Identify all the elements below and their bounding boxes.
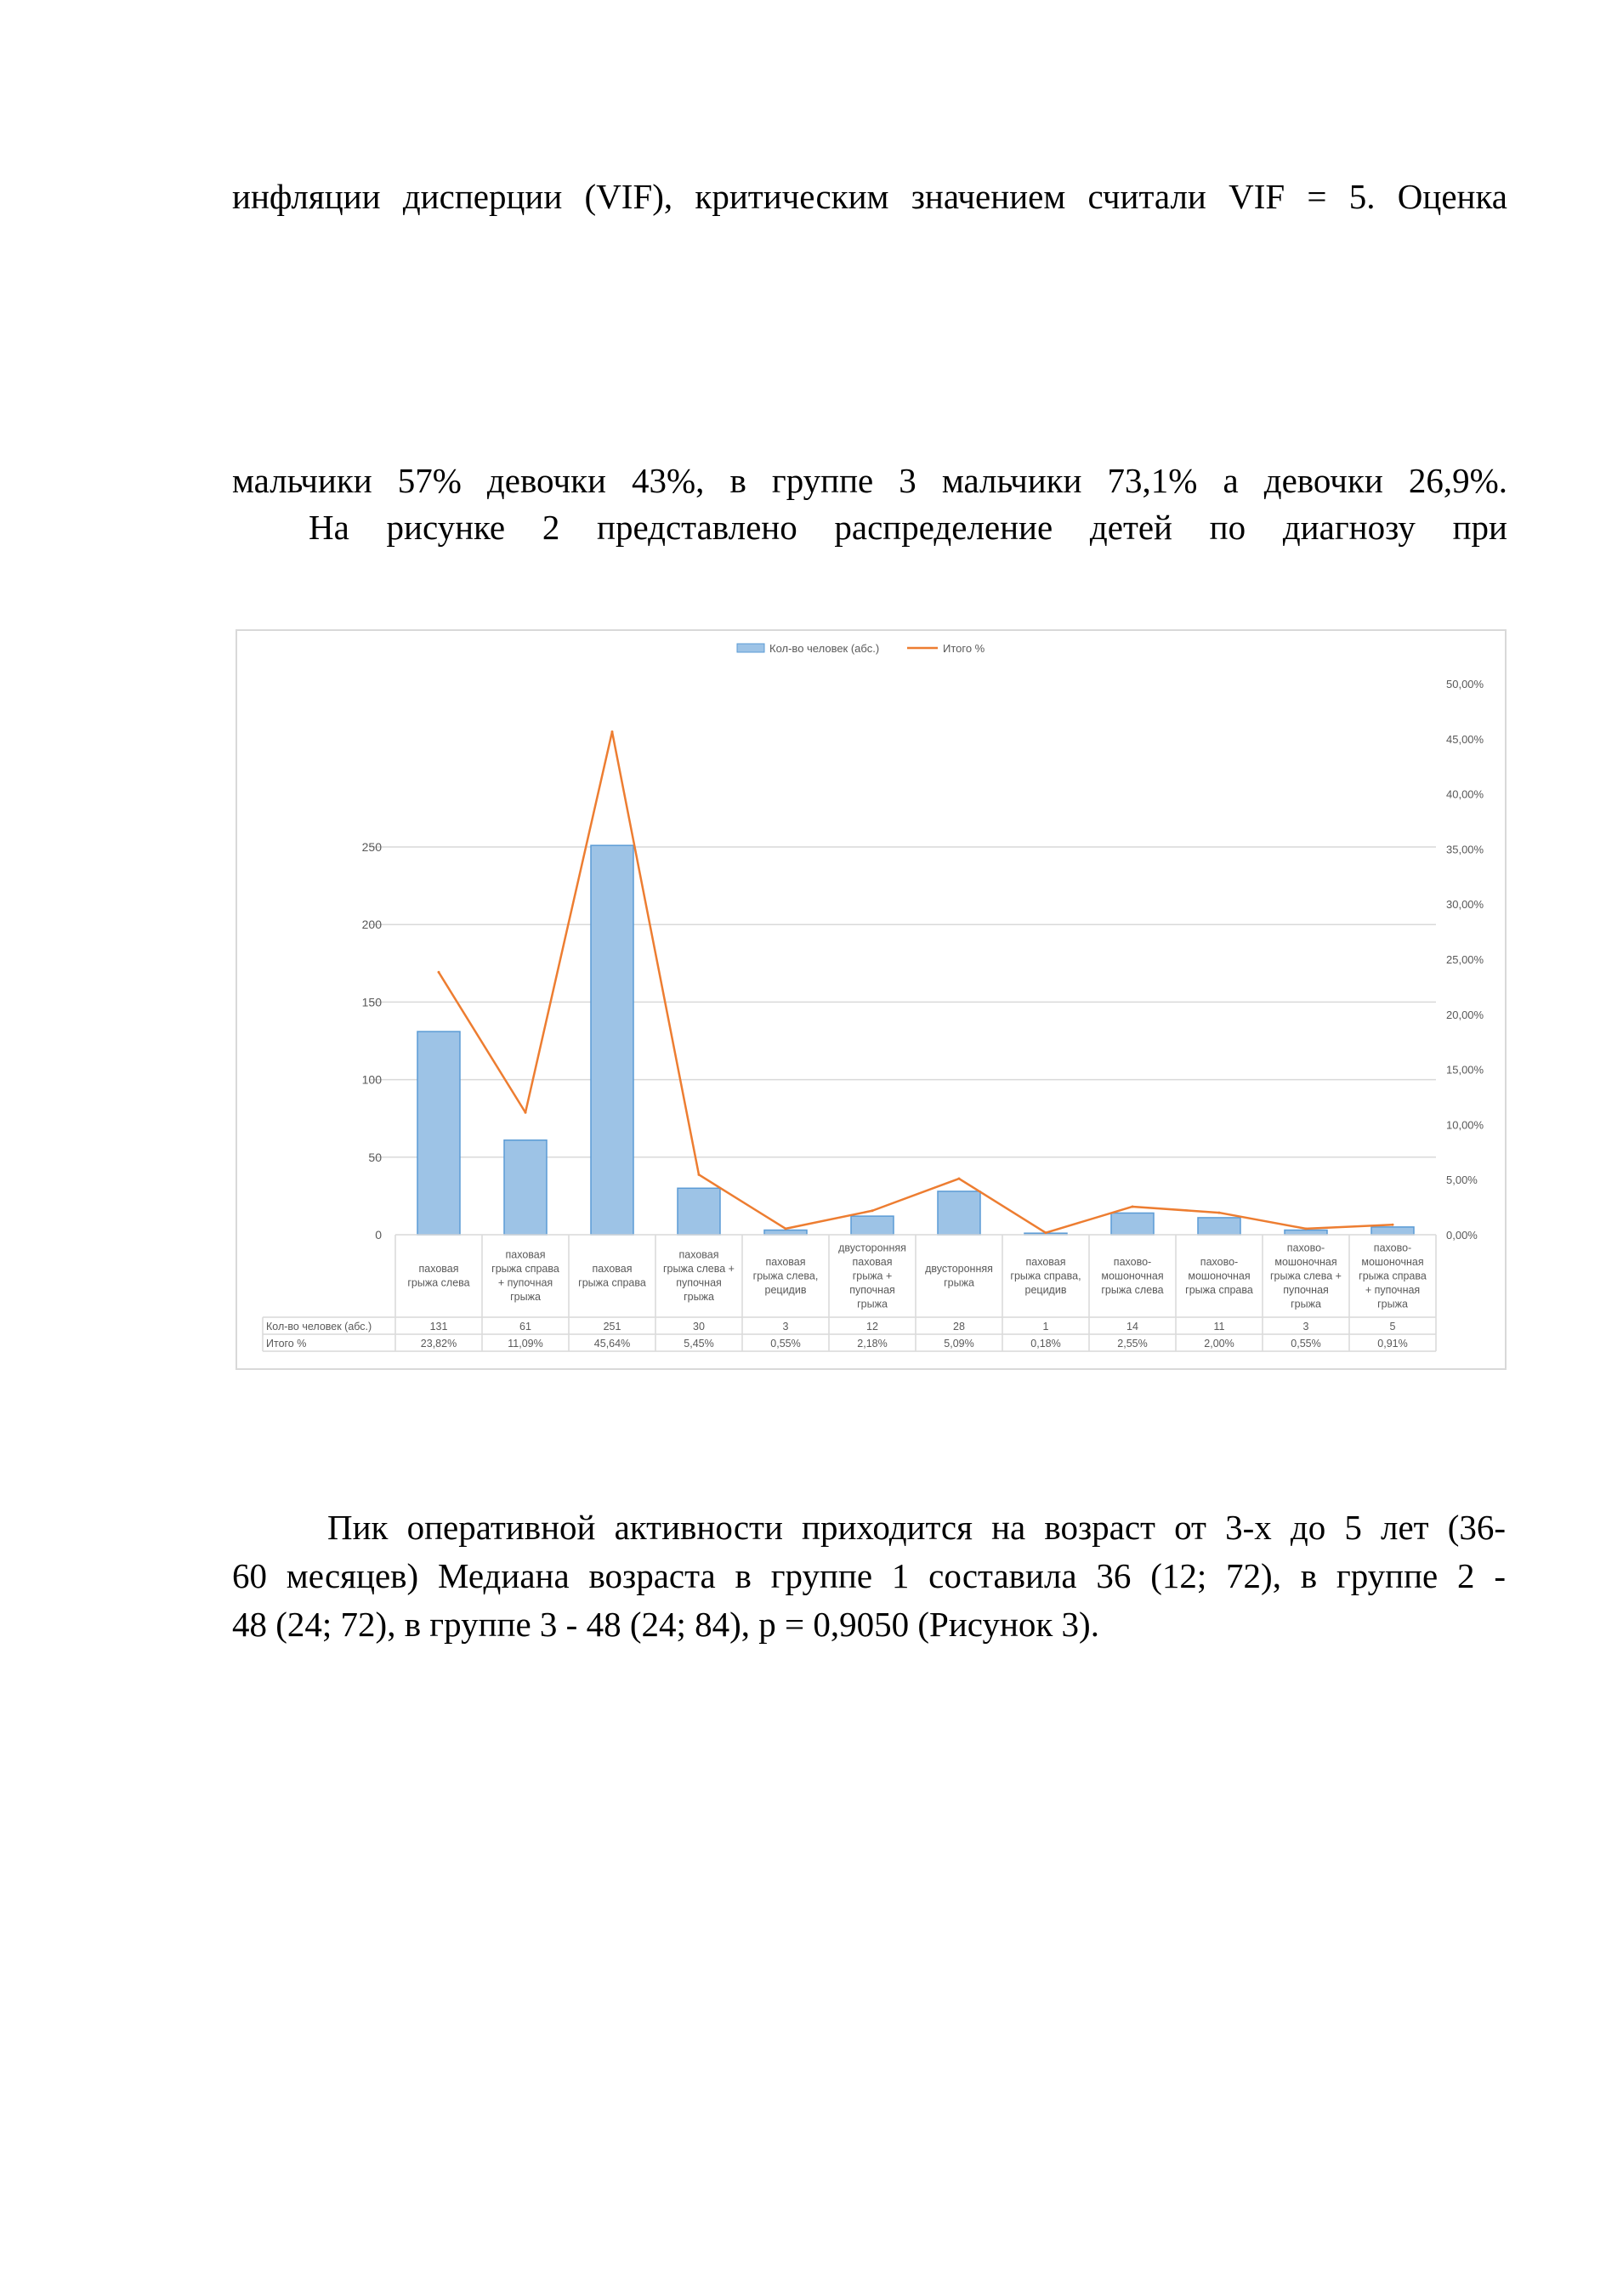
line-point [698,1174,701,1176]
table-cell-percent: 0,55% [770,1338,801,1350]
table-cell-count: 30 [693,1321,705,1333]
table-cell-percent: 45,64% [593,1338,631,1350]
category-label: грыжа справа [1185,1283,1253,1296]
category-label: пахово- [1113,1255,1152,1268]
text-line: 48 (24; 72), в группе 3 - 48 (24; 84), p = 0,9050 (Рисунок 3). [232,1605,1099,1644]
right-axis-tick-label: 20,00% [1446,1008,1484,1021]
table-cell-percent: 2,55% [1117,1338,1148,1350]
table-cell-percent: 2,18% [857,1338,888,1350]
category-label: пупочная [1283,1283,1329,1296]
category-label: грыжа слева [1101,1283,1164,1296]
line-point [785,1227,787,1230]
right-axis-tick-label: 30,00% [1446,898,1484,912]
table-cell-percent: 2,00% [1204,1338,1234,1350]
table-cell-percent: 5,45% [684,1338,714,1350]
line-point [611,730,614,733]
left-axis-tick-label: 200 [361,918,382,932]
category-label: паховая [678,1248,719,1261]
category-label: грыжа [1291,1298,1321,1310]
right-axis-tick-label: 5,00% [1446,1174,1478,1187]
text-line: Пик оперативной активности приходится на возраст от 3-х до 5 лет (36- [327,1508,1506,1547]
bar [1198,1218,1240,1235]
bar [764,1230,807,1235]
legend-bar-label: Кол-во человек (абс.) [769,642,880,655]
category-label: паховая [765,1255,806,1268]
left-axis-tick-label: 250 [361,840,382,854]
category-label: грыжа справа [1359,1270,1427,1282]
bar [938,1191,980,1235]
category-label: паховая [852,1255,893,1268]
bar [504,1140,547,1235]
table-cell-count: 61 [519,1321,531,1333]
category-label: паховая [1025,1255,1066,1268]
left-axis-tick-label: 100 [361,1072,382,1087]
table-cell-percent: 0,18% [1030,1338,1061,1350]
category-label: грыжа справа [578,1276,646,1289]
legend-line-label: Итого % [943,642,985,655]
category-label: грыжа слева [407,1276,470,1289]
category-label: паховая [592,1263,633,1275]
bar [1371,1227,1414,1235]
category-label: рецидив [764,1283,807,1296]
table-cell-count: 3 [1302,1321,1309,1333]
paragraph-age-peak [232,1503,1506,1649]
table-cell-percent: 0,91% [1377,1338,1408,1350]
table-cell-count: 3 [782,1321,789,1333]
right-axis-tick-label: 35,00% [1446,843,1484,856]
table-cell-percent: 0,55% [1291,1338,1321,1350]
category-label: двусторонняя [838,1242,906,1254]
table-cell-percent: 5,09% [944,1338,974,1350]
table-cell-count: 131 [429,1321,448,1333]
category-label: мошоночная [1101,1270,1164,1282]
category-label: двусторонняя [925,1263,993,1275]
category-label: грыжа справа [491,1263,559,1275]
category-label: грыжа + [852,1270,893,1282]
line-point [438,971,440,974]
category-label: + пупочная [497,1276,553,1289]
table-cell-count: 28 [953,1321,965,1333]
table-cell-count: 5 [1389,1321,1396,1333]
right-axis-tick-label: 15,00% [1446,1063,1484,1077]
category-label: грыжа [510,1291,541,1303]
line-point [871,1209,874,1212]
right-axis-tick-label: 10,00% [1446,1118,1484,1132]
category-label: грыжа слева + [662,1263,735,1275]
table-cell-count: 14 [1126,1321,1138,1333]
line-point [1392,1224,1394,1226]
bar [1285,1230,1327,1235]
category-label: пупочная [849,1283,895,1296]
left-axis-tick-label: 0 [375,1228,382,1242]
category-label: пахово- [1200,1255,1239,1268]
text-line-figure-intro: На рисунке 2 представлено распределение детей по диагнозу при [309,508,1507,547]
right-axis-tick-label: 40,00% [1446,787,1484,801]
category-label: грыжа справа, [1010,1270,1081,1282]
left-axis-tick-label: 150 [361,995,382,1009]
table-row-label: Кол-во человек (абс.) [266,1321,372,1333]
category-label: грыжа [944,1276,974,1289]
line-point [1305,1227,1308,1230]
chart-svg [237,631,1505,1368]
category-label: мошоночная [1188,1270,1251,1282]
text-line-gender: мальчики 57% девочки 43%, в группе 3 мальчики 73,1% а девочки 26,9%. [232,461,1507,500]
category-label: пахово- [1286,1242,1325,1254]
category-label: грыжа [1377,1298,1408,1310]
line-point [958,1178,961,1180]
table-cell-count: 251 [603,1321,621,1333]
category-label: мошоночная [1361,1255,1424,1268]
line-point [1045,1231,1047,1234]
category-label: пахово- [1373,1242,1412,1254]
line-point [1218,1212,1221,1214]
category-label: мошоночная [1274,1255,1337,1268]
bar [1111,1213,1154,1235]
line-point [525,1111,527,1114]
category-label: паховая [418,1263,459,1275]
category-label: грыжа слева, [752,1270,819,1282]
table-row-label: Итого % [266,1338,307,1350]
table-cell-percent: 11,09% [508,1338,543,1350]
right-axis-tick-label: 50,00% [1446,678,1484,691]
category-label: паховая [505,1248,546,1261]
category-label: грыжа [857,1298,888,1310]
category-label: + пупочная [1365,1283,1421,1296]
right-axis-tick-label: 25,00% [1446,953,1484,966]
category-label: грыжа [684,1291,714,1303]
table-cell-count: 11 [1213,1321,1225,1333]
category-label: пупочная [676,1276,722,1289]
legend-bar-swatch [737,644,764,652]
table-cell-count: 12 [866,1321,878,1333]
table-cell-percent: 23,82% [420,1338,457,1350]
diagnosis-chart [236,629,1507,1370]
line-point [1132,1205,1134,1208]
category-label: рецидив [1024,1283,1067,1296]
bar [851,1216,894,1235]
left-axis-tick-label: 50 [368,1150,382,1164]
right-axis-tick-label: 0,00% [1446,1229,1478,1242]
bar [591,845,633,1235]
text-line: 60 месяцев) Медиана возраста в группе 1 составила 36 (12; 72), в группе 2 - [232,1556,1506,1595]
right-axis-tick-label: 45,00% [1446,732,1484,746]
bar [678,1188,720,1235]
text-line-vif: инфляции дисперции (VIF), критическим значением считали VIF = 5. Оценка [232,177,1507,216]
category-label: грыжа слева + [1269,1270,1342,1282]
table-cell-count: 1 [1042,1321,1049,1333]
bar [417,1031,460,1235]
